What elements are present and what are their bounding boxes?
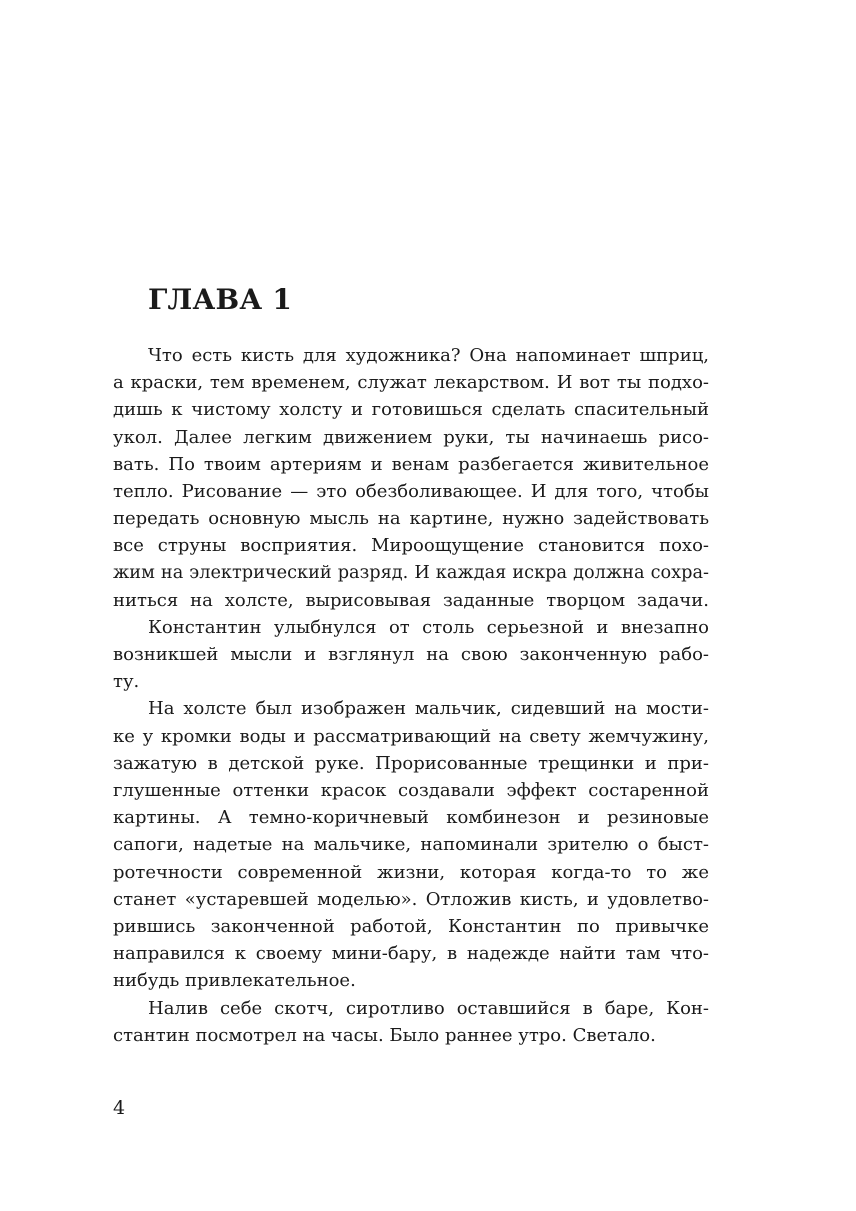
text-line: рившись законченной работой, Константин по привычке bbox=[113, 915, 709, 937]
text-line: ту. bbox=[113, 671, 140, 693]
paragraph bbox=[113, 614, 709, 696]
text-line: Налив себе скотч, сиротливо оставшийся в баре, Кон- bbox=[148, 997, 709, 1019]
text-line: станет «устаревшей моделью». Отложив кисть, и удовлетво- bbox=[113, 888, 709, 910]
paragraph bbox=[113, 342, 709, 614]
text-line: тепло. Рисование — это обезболивающее. И для того, чтобы bbox=[113, 480, 709, 502]
paragraph bbox=[113, 995, 709, 1049]
text-line: укол. Далее легким движением руки, ты начинаешь рисо- bbox=[113, 426, 709, 448]
text-line: картины. А темно-коричневый комбинезон и резиновые bbox=[113, 807, 709, 829]
text-line: сапоги, надетые на мальчике, напоминали зрителю о быст- bbox=[113, 834, 709, 856]
page-number: 4 bbox=[113, 1097, 126, 1119]
text-line: вать. По твоим артериям и венам разбегается живительное bbox=[113, 453, 709, 475]
text-line: передать основную мысль на картине, нужно задействовать bbox=[113, 508, 709, 530]
text-line: все струны восприятия. Мироощущение становится похо- bbox=[113, 535, 709, 557]
text-line: Что есть кисть для художника? Она напоминает шприц, bbox=[148, 345, 709, 366]
body-text bbox=[113, 342, 709, 1049]
text-line: На холсте был изображен мальчик, сидевший на мости- bbox=[148, 698, 709, 720]
text-line: ке у кромки воды и рассматривающий на свету жемчужину, bbox=[113, 725, 709, 747]
text-line: ниться на холсте, вырисовывая заданные творцом задачи. bbox=[113, 589, 709, 611]
paragraph bbox=[113, 695, 709, 994]
text-line: ротечности современной жизни, которая когда-то то же bbox=[113, 861, 709, 883]
chapter-title: ГЛАВА 1 bbox=[148, 283, 292, 316]
text-line: направился к своему мини-бару, в надежде найти там что- bbox=[113, 943, 709, 965]
text-line: стантин посмотрел на часы. Было раннее утро. Светало. bbox=[113, 1024, 656, 1046]
text-line: глушенные оттенки красок создавали эффект состаренной bbox=[113, 780, 709, 801]
text-line: дишь к чистому холсту и готовишься сделать спасительный bbox=[113, 399, 709, 421]
text-line: а краски, тем временем, служат лекарством. И вот ты подхо- bbox=[113, 372, 709, 394]
text-line: зажатую в детской руке. Прорисованные трещинки и при- bbox=[113, 752, 709, 774]
text-line: возникшей мысли и взглянул на свою законченную рабо- bbox=[113, 644, 709, 666]
text-line: Константин улыбнулся от столь серьезной и внезапно bbox=[148, 616, 709, 638]
text-line: жим на электрический разряд. И каждая искра должна сохра- bbox=[113, 562, 709, 583]
text-line: нибудь привлекательное. bbox=[113, 970, 356, 992]
